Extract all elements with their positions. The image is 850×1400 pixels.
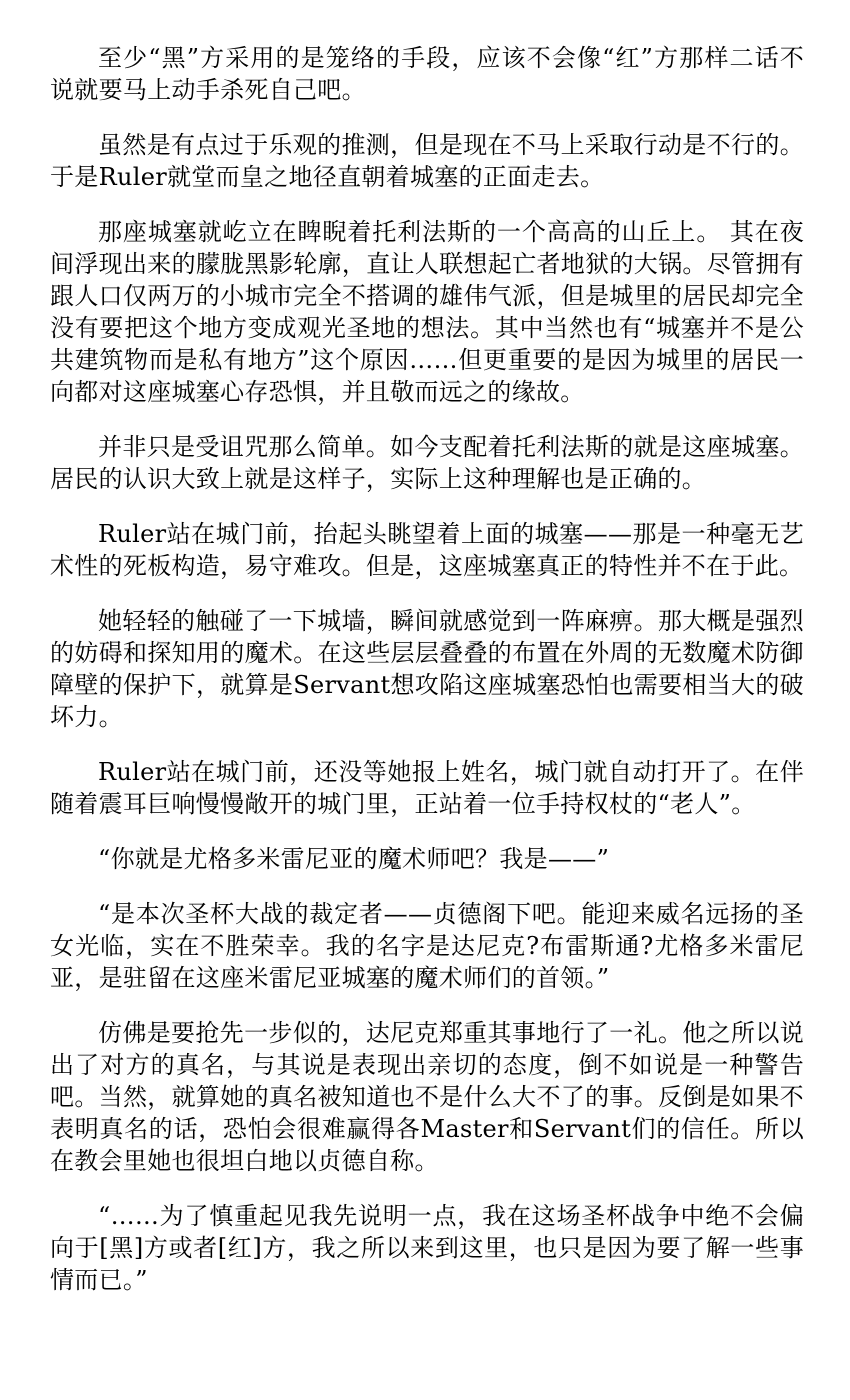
paragraph-1: 至少“黑”方采用的是笼络的手段，应该不会像“红”方那样二话不说就要马上动手杀死自己吧。 bbox=[50, 44, 804, 104]
paragraph-11: “……为了慎重起见我先说明一点，我在这场圣杯战争中绝不会偏向于[黑]方或者[红]方，我之所以来到这里，也只是因为要了解一些事情而已。” bbox=[50, 1202, 804, 1294]
paragraph-3: 那座城塞就屹立在睥睨着托利法斯的一个高高的山丘上。 其在夜间浮现出来的朦胧黑影轮廓，直让人联想起亡者地狱的大锅。尽管拥有跟人口仅两万的小城市完全不搭调的雄伟气派，但是城里的居民却完全没有要把这个地方变成观光圣地的想法。其中当然也有“城塞并不是公共建筑物而是私有地方”这个原因……但更重要的是因为城里的居民一向都对这座城塞心存恐惧，并且敬而远之的缘故。 bbox=[50, 218, 804, 406]
paragraph-7: Ruler站在城门前，还没等她报上姓名，城门就自动打开了。在伴随着震耳巨响慢慢敞开的城门里，正站着一位手持权杖的“老人”。 bbox=[50, 758, 804, 818]
paragraph-4: 并非只是受诅咒那么简单。如今支配着托利法斯的就是这座城塞。居民的认识大致上就是这样子，实际上这种理解也是正确的。 bbox=[50, 433, 804, 493]
paragraph-8: “你就是尤格多米雷尼亚的魔术师吧？我是——” bbox=[98, 845, 610, 873]
paragraph-6: 她轻轻的触碰了一下城墙，瞬间就感觉到一阵麻痹。那大概是强烈的妨碍和探知用的魔术。在这些层层叠叠的布置在外周的无数魔术防御障壁的保护下，就算是Servant想攻陷这座城塞恐怕也需要相当大的破坏力。 bbox=[50, 607, 804, 731]
paragraph-10: 仿佛是要抢先一步似的，达尼克郑重其事地行了一礼。他之所以说出了对方的真名，与其说是表现出亲切的态度，倒不如说是一种警告吧。当然，就算她的真名被知道也不是什么大不了的事。反倒是如果不表明真名的话，恐怕会很难赢得各Master和Servant们的信任。所以在教会里她也很坦白地以贞德自称。 bbox=[50, 1019, 804, 1175]
paragraph-5: Ruler站在城门前，抬起头眺望着上面的城塞——那是一种毫无艺术性的死板构造，易守难攻。但是，这座城塞真正的特性并不在于此。 bbox=[50, 520, 804, 580]
paragraph-9: “是本次圣杯大战的裁定者——贞德阁下吧。能迎来威名远扬的圣女光临，实在不胜荣幸。我的名字是达尼克?布雷斯通?尤格多米雷尼亚，是驻留在这座米雷尼亚城塞的魔术师们的首领。” bbox=[50, 900, 804, 992]
paragraph-2: 虽然是有点过于乐观的推测，但是现在不马上采取行动是不行的。于是Ruler就堂而皇之地径直朝着城塞的正面走去。 bbox=[50, 131, 804, 191]
